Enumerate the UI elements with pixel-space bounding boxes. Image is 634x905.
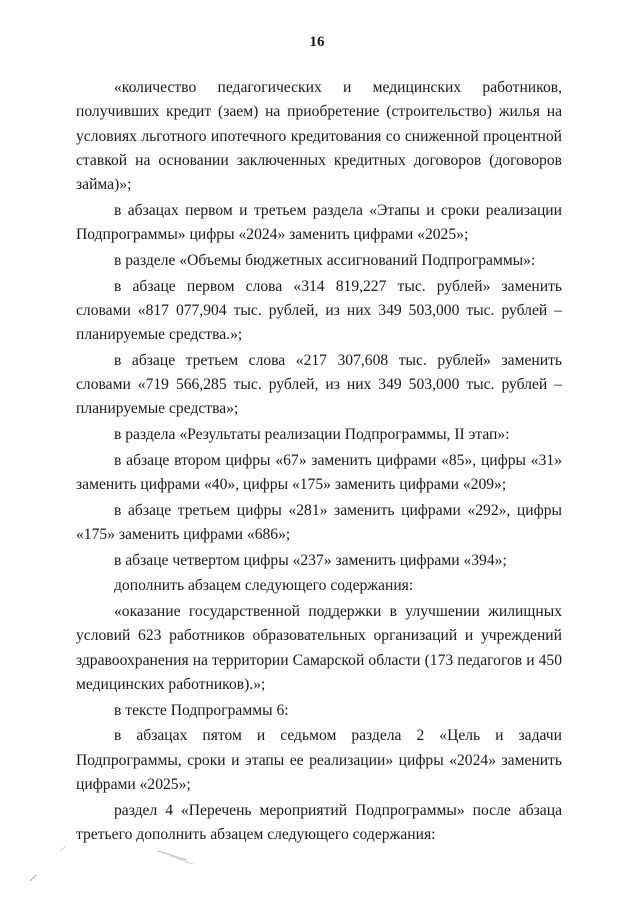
paragraph: «оказание государственной поддержки в улучшении жилищных условий 623 работников образовательных организаций и учреждений здравоохранения на территории Самарской области (173 педагогов и 450 медицинских работников).»; xyxy=(76,603,562,694)
paragraph: в тексте Подпрограммы 6: xyxy=(114,701,289,719)
paragraph: в абзаце первом слова «314 819,227 тыс. рублей» заменить словами «817 077,904 тыс. рублей, из них 349 503,000 тыс. рублей – планируемые средства.»; xyxy=(76,277,562,344)
paragraph: в абзаце третьем цифры «281» заменить цифрами «292», цифры «175» заменить цифрами «686»; xyxy=(76,501,562,544)
scan-mark xyxy=(60,846,66,851)
document-body xyxy=(76,76,562,847)
paragraph: в абзаце четвертом цифры «237» заменить цифрами «394»; xyxy=(114,551,507,569)
paragraph: в абзаце третьем слова «217 307,608 тыс. рублей» заменить словами «719 566,285 тыс. рублей, из них 349 503,000 тыс. рублей – планируемые средства»; xyxy=(76,351,562,418)
paragraph: «количество педагогических и медицинских работников, получивших кредит (заем) на приобретение (строительство) жилья на условиях льготного ипотечного кредитования со сниженной процентной ставкой на основании заключенных кредитных договоров (договоров займа)»; xyxy=(76,79,562,194)
page-number: 16 xyxy=(309,34,325,50)
paragraph: в абзацах первом и третьем раздела «Этапы и сроки реализации Подпрограммы» цифры «2024» заменить цифрами «2025»; xyxy=(76,201,562,244)
paragraph: дополнить абзацем следующего содержания: xyxy=(114,577,414,595)
paragraph: в абзаце втором цифры «67» заменить цифрами «85», цифры «31» заменить цифрами «40», цифры «175» заменить цифрами «209»; xyxy=(76,451,562,494)
scan-mark xyxy=(158,851,187,860)
paragraph: в разделе «Объемы бюджетных ассигнований Подпрограммы»: xyxy=(114,251,536,269)
paragraph: в раздела «Результаты реализации Подпрограммы, II этап»: xyxy=(114,426,510,444)
paragraph: в абзацах пятом и седьмом раздела 2 «Цель и задачи Подпрограммы, сроки и этапы ее реализации» цифры «2024» заменить цифрами «2025»; xyxy=(76,727,562,793)
paragraph: раздел 4 «Перечень мероприятий Подпрограммы» после абзаца третьего дополнить абзацем следующего содержания: xyxy=(76,801,562,843)
scan-mark xyxy=(30,875,36,881)
scan-mark xyxy=(170,856,193,864)
